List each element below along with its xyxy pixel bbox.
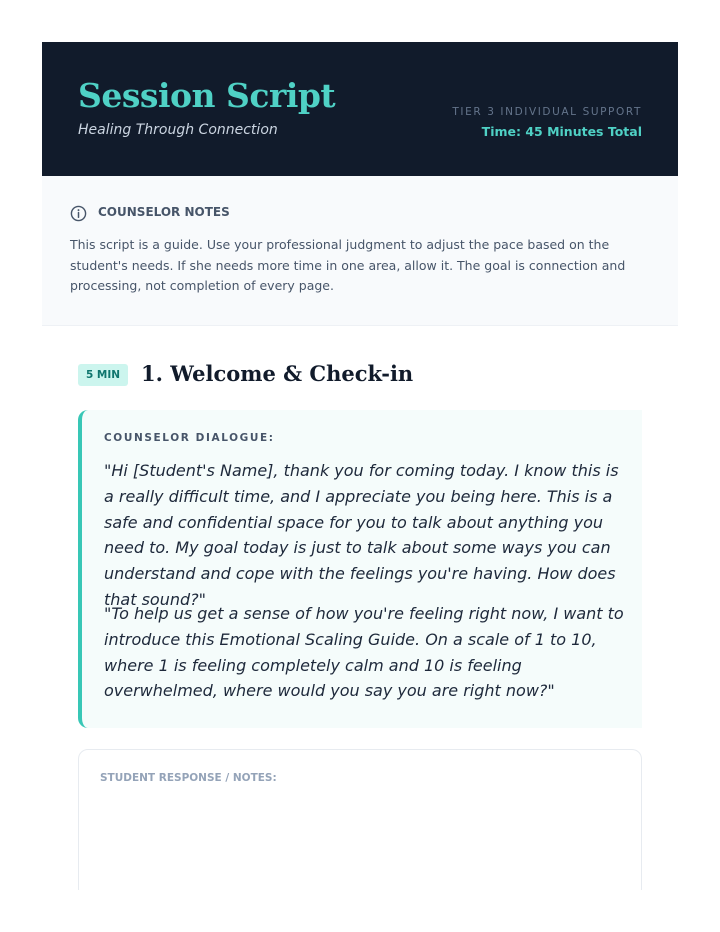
- student-response-label: STUDENT RESPONSE / NOTES:: [100, 772, 277, 784]
- duration-badge: 5 MIN: [78, 364, 128, 386]
- page-title: Session Script: [78, 76, 336, 115]
- dialogue-label: COUNSELOR DIALOGUE:: [104, 432, 275, 444]
- page-bottom-margin: [0, 890, 720, 932]
- counselor-notes-panel: [42, 176, 678, 326]
- section-title: 1. Welcome & Check-in: [141, 361, 414, 386]
- student-response-box[interactable]: [78, 749, 642, 899]
- counselor-notes-title: COUNSELOR NOTES: [98, 205, 230, 219]
- dialogue-quote: "Hi [Student's Name], thank you for coming today. I know this is a really difficult time, and I appreciate you being here. This is a safe and confidential space for you to talk about anything you need to. My goal today is just to talk about some ways you can understand and cope with the feelings you're having. How does that sound?": [104, 461, 619, 609]
- header: [42, 42, 678, 176]
- dialogue-quote: "To help us get a sense of how you're feeling right now, I want to introduce this Emotional Scaling Guide. On a scale of 1 to 10, where 1 is feeling completely calm and 10 is feeling overwhelmed, where would you say you are right now?": [104, 604, 624, 701]
- counselor-notes-body: This script is a guide. Use your professional judgment to adjust the pace based on the student's needs. If she needs more time in one area, allow it. The goal is connection and processing, not completion of every page.: [70, 237, 626, 293]
- counselor-dialogue-box: [78, 410, 642, 728]
- page-subtitle: Healing Through Connection: [78, 122, 278, 138]
- info-icon: [70, 205, 87, 222]
- time-total: Time: 45 Minutes Total: [481, 124, 642, 139]
- tier-label: TIER 3 INDIVIDUAL SUPPORT: [452, 106, 642, 118]
